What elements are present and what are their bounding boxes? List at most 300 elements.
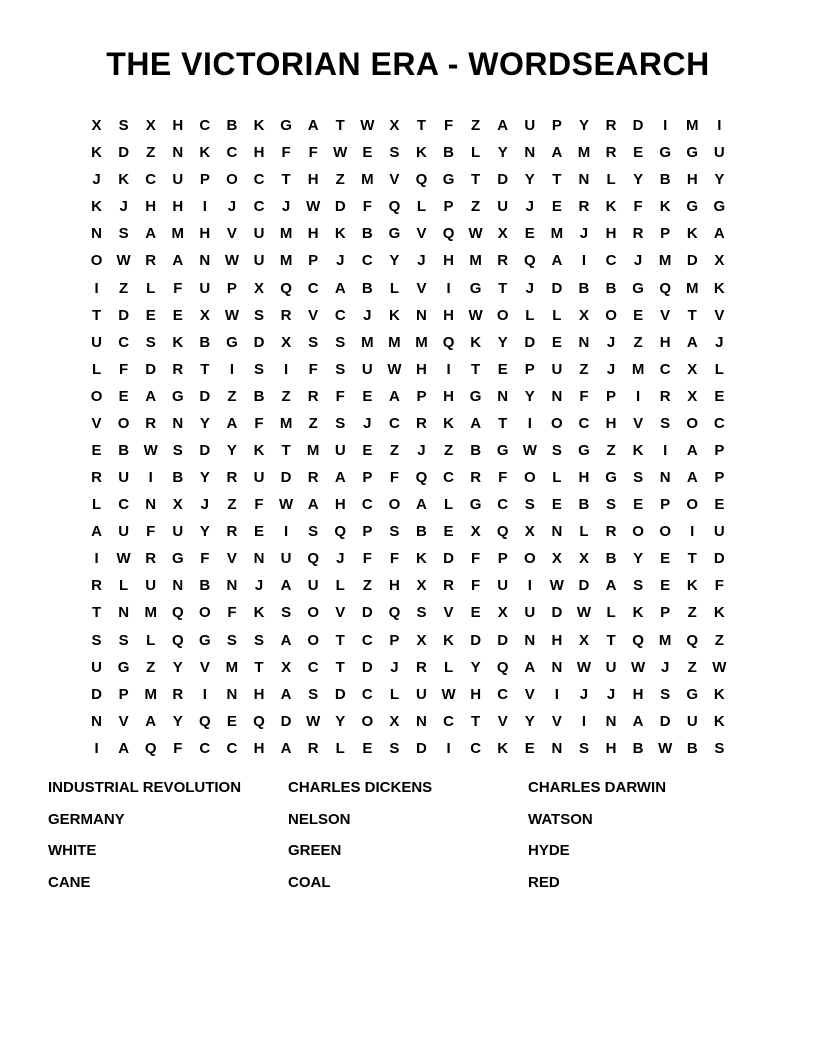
- grid-cell: N: [172, 577, 184, 595]
- grid-cell: X: [172, 496, 183, 514]
- grid-cell: Z: [362, 577, 372, 595]
- grid-cell: I: [663, 441, 668, 459]
- grid-cell: O: [199, 604, 211, 622]
- grid-row: [83, 112, 733, 139]
- grid-cell: I: [581, 712, 587, 730]
- grid-cell: W: [224, 252, 240, 270]
- grid-cell: X: [551, 550, 562, 568]
- grid-cell: T: [687, 550, 697, 568]
- grid-cell: K: [659, 198, 671, 216]
- grid-cell: L: [146, 279, 156, 297]
- grid-cell: Q: [171, 604, 184, 622]
- grid-cell: Q: [632, 631, 644, 649]
- grid-cell: Q: [253, 712, 265, 730]
- grid-cell: E: [524, 225, 535, 243]
- grid-cell: M: [144, 685, 157, 703]
- grid-cell: I: [202, 198, 207, 216]
- grid-row: [83, 437, 733, 464]
- grid-cell: T: [471, 712, 481, 730]
- grid-cell: V: [308, 306, 319, 324]
- grid-cell: S: [416, 604, 427, 622]
- grid-cell: M: [225, 658, 239, 676]
- grid-cell: Y: [578, 117, 589, 135]
- grid-cell: M: [415, 333, 428, 351]
- grid-cell: N: [497, 387, 509, 405]
- grid-cell: A: [686, 469, 698, 487]
- grid-cell: R: [91, 469, 102, 487]
- grid-cell: B: [632, 739, 644, 757]
- grid-cell: S: [335, 333, 346, 351]
- grid-cell: B: [361, 279, 373, 297]
- grid-cell: N: [91, 225, 102, 243]
- grid-row: [83, 383, 733, 410]
- grid-cell: V: [497, 712, 508, 730]
- word-list-item: HYDE: [528, 842, 570, 860]
- grid-cell: C: [361, 631, 373, 649]
- grid-cell: D: [713, 550, 725, 568]
- grid-cell: H: [470, 685, 482, 703]
- grid-cell: H: [172, 198, 184, 216]
- grid-cell: M: [171, 225, 185, 243]
- grid-cell: O: [496, 306, 509, 324]
- grid-cell: J: [661, 658, 670, 676]
- grid-cell: E: [362, 144, 373, 162]
- grid-cell: S: [118, 225, 129, 243]
- grid-cell: P: [606, 387, 617, 405]
- grid-cell: H: [605, 225, 617, 243]
- grid-cell: D: [118, 306, 130, 324]
- grid-cell: V: [443, 604, 454, 622]
- grid-cell: G: [199, 631, 211, 649]
- grid-cell: N: [145, 496, 157, 514]
- grid-cell: K: [172, 333, 184, 351]
- grid-cell: L: [443, 496, 454, 514]
- grid-cell: Q: [523, 252, 536, 270]
- grid-cell: E: [362, 387, 373, 405]
- grid-cell: A: [686, 333, 698, 351]
- grid-cell: S: [335, 360, 346, 378]
- grid-cell: W: [468, 306, 483, 324]
- grid-cell: A: [470, 414, 482, 432]
- grid-cell: Y: [226, 441, 237, 459]
- grid-cell: R: [307, 469, 319, 487]
- grid-cell: U: [524, 117, 536, 135]
- grid-cell: A: [713, 225, 725, 243]
- grid-cell: V: [91, 414, 102, 432]
- grid-cell: K: [91, 144, 102, 162]
- grid-cell: B: [118, 441, 130, 459]
- grid-cell: B: [361, 225, 373, 243]
- grid-cell: H: [443, 306, 454, 324]
- grid-cell: W: [576, 604, 592, 622]
- grid-cell: F: [335, 387, 345, 405]
- grid-cell: N: [226, 577, 238, 595]
- grid-cell: D: [334, 685, 346, 703]
- grid-cell: O: [307, 631, 319, 649]
- grid-cell: F: [254, 496, 264, 514]
- grid-cell: C: [470, 739, 482, 757]
- grid-cell: C: [307, 658, 319, 676]
- grid-cell: P: [118, 685, 129, 703]
- grid-cell: T: [335, 658, 345, 676]
- grid-row: [83, 545, 733, 572]
- grid-cell: G: [605, 469, 617, 487]
- grid-cell: E: [714, 496, 725, 514]
- grid-cell: D: [632, 117, 644, 135]
- grid-cell: J: [336, 550, 345, 568]
- grid-cell: P: [551, 117, 562, 135]
- grid-cell: S: [551, 441, 562, 459]
- grid-cell: S: [226, 631, 237, 649]
- grid-cell: B: [199, 333, 211, 351]
- grid-cell: N: [578, 171, 590, 189]
- grid-cell: C: [578, 414, 590, 432]
- grid-cell: I: [690, 523, 695, 541]
- grid-cell: H: [416, 360, 427, 378]
- grid-cell: F: [308, 360, 318, 378]
- grid-cell: A: [280, 577, 292, 595]
- grid-cell: C: [361, 252, 373, 270]
- grid-cell: R: [443, 577, 454, 595]
- grid-cell: H: [253, 739, 265, 757]
- grid-cell: K: [443, 631, 454, 649]
- grid-cell: H: [253, 685, 265, 703]
- grid-cell: E: [633, 496, 644, 514]
- grid-cell: F: [389, 469, 399, 487]
- grid-cell: Z: [606, 441, 616, 459]
- grid-cell: C: [253, 171, 265, 189]
- grid-cell: I: [148, 469, 153, 487]
- grid-cell: B: [605, 550, 617, 568]
- grid-cell: B: [578, 279, 590, 297]
- grid-cell: H: [334, 496, 346, 514]
- grid-cell: N: [551, 739, 563, 757]
- grid-cell: E: [633, 306, 644, 324]
- grid-cell: I: [229, 360, 235, 378]
- grid-cell: M: [361, 333, 374, 351]
- grid-cell: B: [470, 441, 482, 459]
- grid-cell: Y: [199, 523, 210, 541]
- grid-cell: U: [605, 658, 617, 676]
- grid-cell: J: [606, 333, 616, 351]
- grid-cell: U: [416, 685, 427, 703]
- grid-cell: J: [525, 279, 534, 297]
- grid-cell: D: [578, 577, 590, 595]
- grid-cell: F: [119, 360, 129, 378]
- grid-cell: J: [606, 360, 616, 378]
- grid-cell: V: [524, 685, 535, 703]
- grid-cell: W: [549, 577, 564, 595]
- grid-cell: X: [578, 631, 589, 649]
- grid-cell: L: [606, 604, 616, 622]
- grid-cell: O: [90, 387, 103, 405]
- grid-cell: N: [605, 712, 617, 730]
- grid-cell: M: [279, 225, 293, 243]
- grid-cell: E: [524, 739, 535, 757]
- grid-cell: N: [253, 550, 265, 568]
- grid-cell: Z: [281, 387, 291, 405]
- grid-cell: E: [443, 523, 454, 541]
- page-title: THE VICTORIAN ERA - WORDSEARCH: [106, 46, 710, 82]
- grid-cell: A: [686, 441, 698, 459]
- grid-cell: S: [633, 577, 644, 595]
- grid-cell: Z: [687, 604, 697, 622]
- grid-cell: T: [335, 117, 345, 135]
- grid-cell: E: [145, 306, 156, 324]
- grid-cell: R: [605, 117, 617, 135]
- grid-cell: M: [144, 604, 157, 622]
- grid-cell: X: [578, 306, 589, 324]
- grid-cell: Q: [171, 631, 184, 649]
- grid-row: [83, 329, 733, 356]
- grid-cell: F: [362, 550, 372, 568]
- grid-cell: S: [633, 469, 644, 487]
- grid-cell: R: [605, 523, 617, 541]
- grid-cell: D: [199, 387, 211, 405]
- grid-cell: Z: [389, 441, 399, 459]
- grid-cell: T: [200, 360, 210, 378]
- grid-cell: V: [633, 414, 644, 432]
- grid-cell: M: [279, 252, 293, 270]
- grid-cell: A: [280, 739, 292, 757]
- grid-cell: P: [524, 360, 535, 378]
- grid-cell: E: [226, 712, 237, 730]
- grid-cell: E: [660, 550, 671, 568]
- grid-cell: X: [714, 252, 725, 270]
- grid-cell: Z: [471, 117, 481, 135]
- grid-cell: F: [173, 739, 183, 757]
- grid-cell: Z: [633, 333, 643, 351]
- grid-row: [83, 708, 733, 735]
- grid-cell: U: [686, 712, 698, 730]
- grid-cell: V: [660, 306, 671, 324]
- grid-cell: W: [116, 252, 131, 270]
- grid-cell: E: [551, 333, 562, 351]
- grid-cell: I: [717, 117, 722, 135]
- grid-cell: Q: [307, 550, 319, 568]
- grid-cell: O: [226, 171, 238, 189]
- grid-cell: X: [416, 631, 427, 649]
- grid-cell: C: [226, 739, 238, 757]
- grid-row: [83, 410, 733, 437]
- grid-cell: O: [90, 252, 103, 270]
- grid-cell: N: [416, 306, 427, 324]
- grid-cell: A: [497, 117, 509, 135]
- grid-cell: Q: [415, 171, 428, 189]
- grid-cell: C: [497, 496, 509, 514]
- grid-cell: C: [118, 496, 130, 514]
- grid-cell: P: [714, 469, 725, 487]
- grid-cell: V: [335, 604, 346, 622]
- grid-cell: L: [579, 523, 589, 541]
- grid-cell: N: [416, 712, 427, 730]
- grid-cell: X: [199, 306, 210, 324]
- grid-cell: N: [226, 685, 238, 703]
- grid-cell: Q: [388, 198, 401, 216]
- grid-cell: G: [496, 441, 509, 459]
- grid-row: [83, 193, 733, 220]
- grid-cell: Y: [497, 144, 508, 162]
- grid-cell: O: [551, 414, 563, 432]
- grid-cell: Z: [227, 387, 237, 405]
- grid-cell: Y: [335, 712, 346, 730]
- grid-cell: G: [686, 198, 699, 216]
- grid-cell: H: [253, 144, 265, 162]
- grid-cell: I: [446, 279, 451, 297]
- grid-cell: U: [497, 577, 509, 595]
- grid-cell: N: [524, 631, 536, 649]
- grid-cell: L: [389, 279, 399, 297]
- grid-cell: V: [389, 171, 400, 189]
- grid-row: [83, 599, 733, 626]
- grid-cell: C: [361, 685, 373, 703]
- grid-cell: M: [658, 252, 672, 270]
- grid-cell: X: [254, 279, 265, 297]
- grid-cell: W: [631, 658, 646, 676]
- grid-cell: Q: [388, 604, 401, 622]
- grid-cell: J: [417, 441, 426, 459]
- grid-cell: Y: [172, 658, 183, 676]
- grid-cell: G: [659, 144, 672, 162]
- grid-cell: X: [578, 550, 589, 568]
- grid-cell: U: [713, 523, 725, 541]
- grid-cell: H: [307, 171, 319, 189]
- grid-cell: L: [119, 577, 129, 595]
- grid-cell: S: [714, 739, 725, 757]
- grid-cell: C: [443, 712, 454, 730]
- grid-cell: Z: [471, 198, 481, 216]
- grid-cell: X: [281, 333, 292, 351]
- grid-cell: Q: [280, 279, 292, 297]
- grid-cell: P: [660, 604, 671, 622]
- grid-cell: E: [172, 306, 183, 324]
- grid-cell: R: [416, 414, 427, 432]
- grid-cell: R: [307, 739, 319, 757]
- grid-cell: D: [145, 360, 157, 378]
- grid-row: [83, 220, 733, 247]
- grid-cell: T: [498, 279, 508, 297]
- grid-cell: W: [712, 658, 727, 676]
- grid-row: [83, 735, 733, 762]
- grid-cell: T: [687, 306, 697, 324]
- grid-cell: N: [551, 523, 563, 541]
- grid-cell: F: [281, 144, 291, 162]
- grid-cell: H: [307, 225, 319, 243]
- grid-cell: T: [471, 360, 481, 378]
- grid-row: [83, 247, 733, 274]
- grid-cell: F: [362, 198, 372, 216]
- grid-cell: V: [416, 279, 427, 297]
- grid-cell: H: [686, 171, 698, 189]
- grid-cell: E: [362, 739, 373, 757]
- grid-row: [83, 491, 733, 518]
- word-list-item: GERMANY: [48, 810, 125, 828]
- word-list-item: RED: [528, 874, 560, 892]
- grid-cell: S: [254, 631, 265, 649]
- word-list-item: INDUSTRIAL REVOLUTION: [48, 779, 242, 796]
- grid-cell: U: [307, 577, 319, 595]
- grid-cell: F: [714, 577, 724, 595]
- grid-cell: U: [253, 252, 265, 270]
- grid-cell: T: [281, 171, 291, 189]
- grid-cell: S: [524, 496, 535, 514]
- grid-cell: A: [145, 387, 157, 405]
- grid-cell: T: [606, 631, 616, 649]
- grid-cell: G: [632, 279, 644, 297]
- grid-cell: D: [118, 144, 130, 162]
- grid-cell: P: [660, 225, 671, 243]
- grid-cell: R: [145, 550, 157, 568]
- grid-cell: A: [280, 685, 292, 703]
- grid-cell: R: [605, 144, 617, 162]
- grid-cell: K: [605, 198, 617, 216]
- grid-cell: S: [172, 441, 183, 459]
- grid-cell: L: [552, 469, 562, 487]
- grid-cell: L: [552, 306, 562, 324]
- grid-cell: S: [660, 685, 671, 703]
- grid-cell: S: [660, 414, 671, 432]
- grid-cell: S: [335, 414, 346, 432]
- grid-cell: X: [281, 658, 292, 676]
- grid-cell: A: [307, 496, 319, 514]
- grid-cell: T: [335, 631, 345, 649]
- grid-cell: I: [663, 117, 668, 135]
- grid-cell: H: [605, 739, 617, 757]
- grid-cell: D: [199, 441, 211, 459]
- grid-cell: I: [202, 685, 207, 703]
- word-list-item: CHARLES DICKENS: [288, 779, 433, 796]
- grid-cell: M: [686, 117, 699, 135]
- grid-cell: S: [389, 739, 400, 757]
- grid-cell: S: [118, 631, 129, 649]
- grid-cell: U: [253, 469, 265, 487]
- grid-cell: P: [362, 523, 373, 541]
- grid-cell: B: [416, 523, 427, 541]
- grid-cell: G: [469, 279, 482, 297]
- grid-cell: R: [307, 387, 319, 405]
- grid-cell: Q: [659, 279, 672, 297]
- grid-cell: T: [91, 604, 102, 622]
- grid-row: [83, 654, 733, 681]
- grid-cell: D: [659, 712, 671, 730]
- grid-cell: X: [470, 523, 481, 541]
- grid-cell: R: [145, 414, 157, 432]
- grid-cell: O: [686, 496, 699, 514]
- grid-cell: S: [254, 306, 265, 324]
- grid-cell: S: [308, 685, 319, 703]
- grid-cell: F: [633, 198, 643, 216]
- grid-cell: W: [441, 685, 456, 703]
- grid-cell: J: [715, 333, 724, 351]
- grid-cell: F: [146, 523, 156, 541]
- grid-cell: F: [471, 577, 481, 595]
- grid-cell: S: [118, 117, 129, 135]
- grid-cell: L: [471, 144, 481, 162]
- grid-cell: O: [632, 523, 644, 541]
- grid-cell: U: [172, 171, 184, 189]
- grid-cell: J: [92, 171, 101, 189]
- grid-cell: J: [579, 685, 589, 703]
- grid-cell: C: [199, 739, 211, 757]
- grid-cell: M: [631, 360, 645, 378]
- grid-cell: U: [497, 198, 509, 216]
- grid-cell: X: [687, 360, 698, 378]
- grid-cell: G: [171, 550, 184, 568]
- grid-cell: K: [686, 225, 698, 243]
- grid-cell: H: [443, 387, 454, 405]
- grid-cell: G: [117, 658, 130, 676]
- grid-cell: M: [658, 631, 672, 649]
